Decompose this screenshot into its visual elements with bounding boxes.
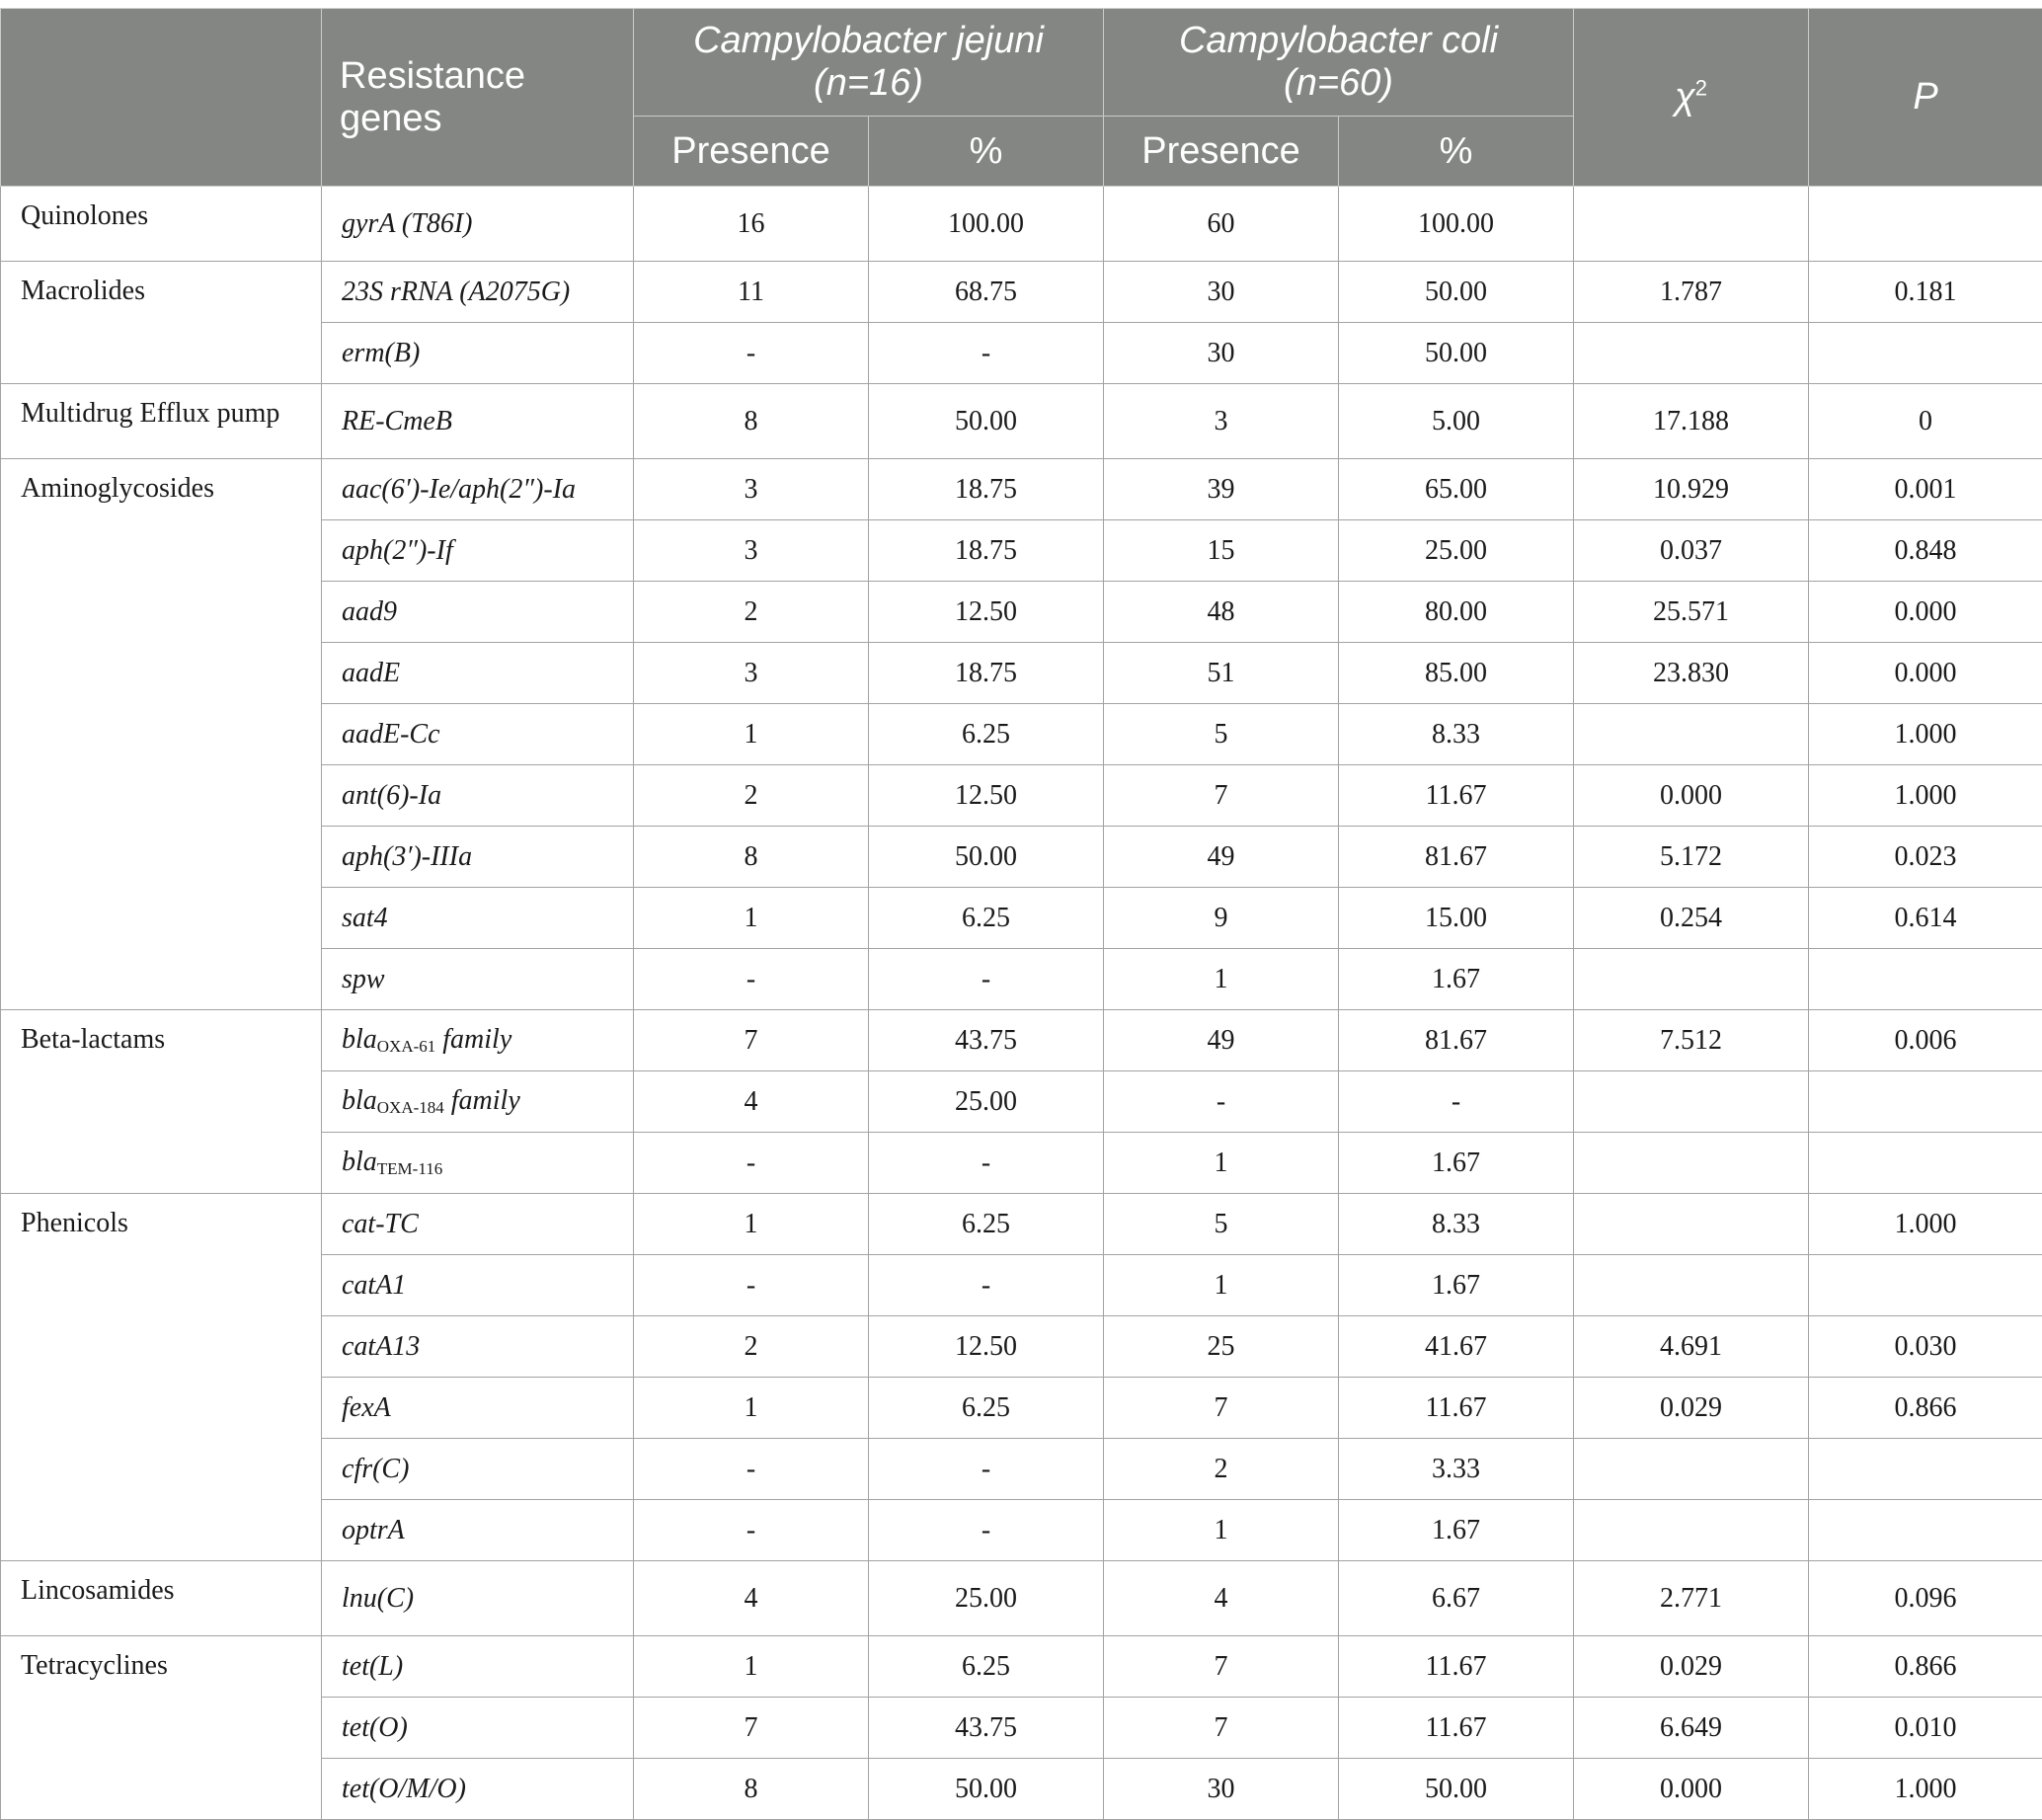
p-value-cell: 0.001	[1809, 459, 2042, 520]
chi-square-cell: 4.691	[1574, 1316, 1809, 1378]
jejuni-presence-cell: -	[634, 1255, 869, 1316]
coli-presence-cell: 30	[1104, 1759, 1339, 1820]
antibiotic-class-cell: Aminoglycosides	[1, 459, 322, 1010]
coli-presence-cell: 9	[1104, 888, 1339, 949]
gene-name: gyrA (T86I)	[342, 208, 472, 239]
chi-square-cell	[1574, 1255, 1809, 1316]
gene-cell	[322, 262, 634, 323]
gene-name: aadE-Cc	[342, 719, 440, 750]
chi-square-cell	[1574, 949, 1809, 1010]
gene-name: aph(3′)-IIIa	[342, 841, 472, 872]
coli-percent-cell: 50.00	[1339, 323, 1574, 384]
jejuni-percent-cell: 12.50	[869, 1316, 1104, 1378]
antibiotic-class-cell: Phenicols	[1, 1194, 322, 1561]
p-value-cell: 0.848	[1809, 520, 2042, 582]
jejuni-presence-cell: 1	[634, 704, 869, 765]
gene-suffix: family	[435, 1024, 511, 1055]
jejuni-presence-cell: 11	[634, 262, 869, 323]
header-presence-jejuni: Presence	[634, 117, 869, 187]
jejuni-presence-cell: -	[634, 949, 869, 1010]
gene-name: tet(O/M/O)	[342, 1774, 466, 1804]
gene-name: RE-CmeB	[342, 406, 452, 436]
jejuni-presence-cell: 16	[634, 187, 869, 262]
coli-presence-cell: 1	[1104, 1133, 1339, 1194]
chi-symbol: χ	[1675, 76, 1695, 118]
gene-name: erm(B)	[342, 338, 420, 368]
chi-square-cell	[1574, 1439, 1809, 1500]
gene-name: sat4	[342, 903, 388, 933]
table-row	[1, 262, 2042, 323]
jejuni-presence-cell: -	[634, 323, 869, 384]
p-value-cell: 0.000	[1809, 643, 2042, 704]
p-value-cell: 0.181	[1809, 262, 2042, 323]
gene-cell	[322, 949, 634, 1010]
coli-percent-cell: 11.67	[1339, 1636, 1574, 1698]
jejuni-presence-cell: -	[634, 1500, 869, 1561]
jejuni-presence-cell: 1	[634, 888, 869, 949]
coli-presence-cell: 7	[1104, 765, 1339, 827]
gene-suffix: family	[444, 1085, 520, 1116]
table-row	[1, 187, 2042, 262]
coli-percent-cell: 100.00	[1339, 187, 1574, 262]
p-value-cell	[1809, 949, 2042, 1010]
coli-presence-cell: 30	[1104, 262, 1339, 323]
jejuni-presence-cell: 7	[634, 1010, 869, 1071]
coli-presence-cell: 7	[1104, 1378, 1339, 1439]
coli-percent-cell: 1.67	[1339, 1255, 1574, 1316]
species-name: Campylobacter coli	[1179, 20, 1498, 61]
jejuni-percent-cell: 50.00	[869, 827, 1104, 888]
coli-percent-cell: -	[1339, 1071, 1574, 1133]
gene-cell	[322, 1439, 634, 1500]
jejuni-presence-cell: 2	[634, 582, 869, 643]
header-percent-jejuni: %	[869, 117, 1104, 187]
antibiotic-class-cell: Lincosamides	[1, 1561, 322, 1636]
chi-square-cell	[1574, 1133, 1809, 1194]
header-resistance-genes: Resistance genes	[322, 9, 634, 187]
jejuni-percent-cell: 18.75	[869, 520, 1104, 582]
coli-percent-cell: 15.00	[1339, 888, 1574, 949]
gene-name: optrA	[342, 1515, 405, 1545]
jejuni-percent-cell: 6.25	[869, 1194, 1104, 1255]
p-value-cell: 0.866	[1809, 1378, 2042, 1439]
jejuni-percent-cell: 18.75	[869, 459, 1104, 520]
jejuni-percent-cell: 43.75	[869, 1698, 1104, 1759]
coli-percent-cell: 1.67	[1339, 1133, 1574, 1194]
gene-name: catA1	[342, 1270, 406, 1301]
header-species-coli	[1104, 9, 1574, 117]
gene-cell	[322, 1698, 634, 1759]
coli-percent-cell: 8.33	[1339, 704, 1574, 765]
chi-square-cell: 5.172	[1574, 827, 1809, 888]
gene-name: cat-TC	[342, 1209, 419, 1239]
jejuni-percent-cell: -	[869, 949, 1104, 1010]
coli-percent-cell: 81.67	[1339, 1010, 1574, 1071]
p-value-cell: 0	[1809, 384, 2042, 459]
p-value-cell	[1809, 1071, 2042, 1133]
p-value-cell	[1809, 1133, 2042, 1194]
p-value-cell: 0.866	[1809, 1636, 2042, 1698]
species-count: (n=60)	[1284, 62, 1393, 104]
gene-cell	[322, 1071, 634, 1133]
gene-cell	[322, 1759, 634, 1820]
gene-name: aadE	[342, 658, 400, 688]
p-value-cell	[1809, 1255, 2042, 1316]
coli-percent-cell: 5.00	[1339, 384, 1574, 459]
table-row	[1, 1636, 2042, 1698]
jejuni-percent-cell: 6.25	[869, 1636, 1104, 1698]
antibiotic-class-cell: Macrolides	[1, 262, 322, 384]
antibiotic-class-cell: Tetracyclines	[1, 1636, 322, 1820]
jejuni-percent-cell: 6.25	[869, 704, 1104, 765]
chi-square-cell: 23.830	[1574, 643, 1809, 704]
header-p-value	[1809, 9, 2042, 187]
jejuni-percent-cell: -	[869, 1133, 1104, 1194]
gene-cell	[322, 1636, 634, 1698]
gene-cell	[322, 1255, 634, 1316]
antibiotic-class-cell: Multidrug Efflux pump	[1, 384, 322, 459]
p-value-cell: 0.030	[1809, 1316, 2042, 1378]
coli-presence-cell: 39	[1104, 459, 1339, 520]
jejuni-percent-cell: 12.50	[869, 765, 1104, 827]
chi-square-cell: 25.571	[1574, 582, 1809, 643]
jejuni-presence-cell: 1	[634, 1378, 869, 1439]
gene-name: aph(2″)-If	[342, 535, 453, 566]
gene-name: aad9	[342, 596, 397, 627]
chi-square-cell	[1574, 704, 1809, 765]
chi-square-cell: 0.254	[1574, 888, 1809, 949]
gene-cell	[322, 459, 634, 520]
coli-presence-cell: -	[1104, 1071, 1339, 1133]
jejuni-percent-cell: -	[869, 323, 1104, 384]
coli-percent-cell: 50.00	[1339, 262, 1574, 323]
header-chi-square	[1574, 9, 1809, 187]
gene-cell	[322, 1133, 634, 1194]
jejuni-presence-cell: 7	[634, 1698, 869, 1759]
species-count: (n=16)	[814, 62, 923, 104]
coli-percent-cell: 50.00	[1339, 1759, 1574, 1820]
coli-presence-cell: 2	[1104, 1439, 1339, 1500]
chi-square-cell: 0.029	[1574, 1636, 1809, 1698]
coli-presence-cell: 5	[1104, 704, 1339, 765]
coli-presence-cell: 48	[1104, 582, 1339, 643]
gene-name: tet(O)	[342, 1712, 408, 1743]
jejuni-presence-cell: 2	[634, 765, 869, 827]
gene-name: bla	[342, 1147, 377, 1177]
antibiotic-class-cell: Quinolones	[1, 187, 322, 262]
coli-percent-cell: 65.00	[1339, 459, 1574, 520]
jejuni-percent-cell: 50.00	[869, 1759, 1104, 1820]
gene-cell	[322, 1378, 634, 1439]
chi-square-cell: 10.929	[1574, 459, 1809, 520]
jejuni-percent-cell: 25.00	[869, 1561, 1104, 1636]
chi-square-cell: 6.649	[1574, 1698, 1809, 1759]
gene-cell	[322, 582, 634, 643]
coli-presence-cell: 5	[1104, 1194, 1339, 1255]
jejuni-presence-cell: 8	[634, 1759, 869, 1820]
p-value-cell: 0.614	[1809, 888, 2042, 949]
jejuni-percent-cell: 25.00	[869, 1071, 1104, 1133]
gene-name: lnu(C)	[342, 1583, 414, 1614]
jejuni-percent-cell: 43.75	[869, 1010, 1104, 1071]
chi-square-cell: 0.000	[1574, 1759, 1809, 1820]
gene-subscript: OXA-184	[377, 1098, 444, 1117]
p-value-cell: 0.010	[1809, 1698, 2042, 1759]
gene-cell	[322, 704, 634, 765]
coli-percent-cell: 1.67	[1339, 949, 1574, 1010]
gene-subscript: OXA-61	[377, 1037, 436, 1056]
chi-square-cell	[1574, 323, 1809, 384]
antibiotic-class-cell: Beta-lactams	[1, 1010, 322, 1194]
coli-presence-cell: 1	[1104, 1255, 1339, 1316]
gene-name: spw	[342, 964, 385, 994]
jejuni-presence-cell: 3	[634, 520, 869, 582]
jejuni-percent-cell: -	[869, 1439, 1104, 1500]
jejuni-percent-cell: 100.00	[869, 187, 1104, 262]
jejuni-presence-cell: 1	[634, 1636, 869, 1698]
p-value-cell: 0.000	[1809, 582, 2042, 643]
jejuni-percent-cell: 6.25	[869, 888, 1104, 949]
gene-name: cfr(C)	[342, 1454, 409, 1484]
jejuni-presence-cell: 4	[634, 1071, 869, 1133]
table-row	[1, 1561, 2042, 1636]
gene-name: bla	[342, 1024, 377, 1055]
gene-cell	[322, 1500, 634, 1561]
chi-square-cell: 7.512	[1574, 1010, 1809, 1071]
jejuni-presence-cell: 1	[634, 1194, 869, 1255]
resistance-genes-table	[0, 8, 2042, 1820]
coli-percent-cell: 41.67	[1339, 1316, 1574, 1378]
gene-name: 23S rRNA (A2075G)	[342, 277, 570, 307]
gene-name: bla	[342, 1085, 377, 1116]
coli-presence-cell: 60	[1104, 187, 1339, 262]
gene-cell	[322, 520, 634, 582]
coli-percent-cell: 6.67	[1339, 1561, 1574, 1636]
coli-percent-cell: 11.67	[1339, 1378, 1574, 1439]
header-species-jejuni	[634, 9, 1104, 117]
jejuni-presence-cell: 2	[634, 1316, 869, 1378]
gene-cell	[322, 888, 634, 949]
jejuni-presence-cell: -	[634, 1133, 869, 1194]
coli-presence-cell: 4	[1104, 1561, 1339, 1636]
header-percent-coli: %	[1339, 117, 1574, 187]
gene-cell	[322, 187, 634, 262]
gene-name: fexA	[342, 1392, 391, 1423]
coli-presence-cell: 49	[1104, 1010, 1339, 1071]
jejuni-percent-cell: 12.50	[869, 582, 1104, 643]
p-value-cell: 1.000	[1809, 1194, 2042, 1255]
gene-cell	[322, 1010, 634, 1071]
coli-presence-cell: 49	[1104, 827, 1339, 888]
gene-name: tet(L)	[342, 1651, 403, 1682]
gene-cell	[322, 1316, 634, 1378]
gene-cell	[322, 323, 634, 384]
p-value-cell	[1809, 1439, 2042, 1500]
p-value-cell	[1809, 187, 2042, 262]
coli-percent-cell: 11.67	[1339, 1698, 1574, 1759]
jejuni-presence-cell: 3	[634, 459, 869, 520]
chi-square-cell: 0.000	[1574, 765, 1809, 827]
coli-percent-cell: 25.00	[1339, 520, 1574, 582]
table-row	[1, 1194, 2042, 1255]
jejuni-percent-cell: -	[869, 1255, 1104, 1316]
gene-subscript: TEM-116	[377, 1159, 442, 1178]
chi-square-cell	[1574, 1194, 1809, 1255]
jejuni-presence-cell: -	[634, 1439, 869, 1500]
coli-percent-cell: 1.67	[1339, 1500, 1574, 1561]
coli-percent-cell: 11.67	[1339, 765, 1574, 827]
chi-square-cell	[1574, 187, 1809, 262]
header-presence-coli: Presence	[1104, 117, 1339, 187]
jejuni-presence-cell: 8	[634, 384, 869, 459]
gene-name: aac(6′)-Ie/aph(2″)-Ia	[342, 474, 576, 505]
jejuni-presence-cell: 3	[634, 643, 869, 704]
coli-presence-cell: 30	[1104, 323, 1339, 384]
p-value-cell	[1809, 1500, 2042, 1561]
coli-percent-cell: 3.33	[1339, 1439, 1574, 1500]
p-value-cell: 1.000	[1809, 765, 2042, 827]
coli-presence-cell: 3	[1104, 384, 1339, 459]
p-symbol: P	[1913, 76, 1937, 118]
coli-presence-cell: 51	[1104, 643, 1339, 704]
p-value-cell: 0.023	[1809, 827, 2042, 888]
gene-cell	[322, 765, 634, 827]
table-row	[1, 384, 2042, 459]
chi-square-cell: 17.188	[1574, 384, 1809, 459]
p-value-cell: 1.000	[1809, 1759, 2042, 1820]
coli-presence-cell: 7	[1104, 1636, 1339, 1698]
coli-presence-cell: 7	[1104, 1698, 1339, 1759]
gene-cell	[322, 1561, 634, 1636]
coli-presence-cell: 1	[1104, 949, 1339, 1010]
p-value-cell: 0.096	[1809, 1561, 2042, 1636]
gene-cell	[322, 643, 634, 704]
jejuni-presence-cell: 4	[634, 1561, 869, 1636]
jejuni-percent-cell: 50.00	[869, 384, 1104, 459]
gene-cell	[322, 384, 634, 459]
coli-percent-cell: 80.00	[1339, 582, 1574, 643]
coli-percent-cell: 8.33	[1339, 1194, 1574, 1255]
chi-square-cell: 2.771	[1574, 1561, 1809, 1636]
coli-presence-cell: 15	[1104, 520, 1339, 582]
chi-square-cell: 0.029	[1574, 1378, 1809, 1439]
chi-square-cell: 0.037	[1574, 520, 1809, 582]
species-name: Campylobacter jejuni	[693, 20, 1044, 61]
chi-square-cell: 1.787	[1574, 262, 1809, 323]
coli-percent-cell: 85.00	[1339, 643, 1574, 704]
chi-square-cell	[1574, 1071, 1809, 1133]
table-body	[1, 187, 2042, 1820]
coli-percent-cell: 81.67	[1339, 827, 1574, 888]
jejuni-percent-cell: -	[869, 1500, 1104, 1561]
p-value-cell: 0.006	[1809, 1010, 2042, 1071]
jejuni-percent-cell: 68.75	[869, 262, 1104, 323]
jejuni-percent-cell: 18.75	[869, 643, 1104, 704]
gene-name: catA13	[342, 1331, 420, 1362]
gene-cell	[322, 1194, 634, 1255]
p-value-cell	[1809, 323, 2042, 384]
table-row	[1, 459, 2042, 520]
chi-square-cell	[1574, 1500, 1809, 1561]
gene-cell	[322, 827, 634, 888]
coli-presence-cell: 25	[1104, 1316, 1339, 1378]
p-value-cell: 1.000	[1809, 704, 2042, 765]
table-header	[1, 9, 2042, 187]
table-row	[1, 1010, 2042, 1071]
jejuni-percent-cell: 6.25	[869, 1378, 1104, 1439]
jejuni-presence-cell: 8	[634, 827, 869, 888]
header-class-column	[1, 9, 322, 187]
gene-name: ant(6)-Ia	[342, 780, 441, 811]
coli-presence-cell: 1	[1104, 1500, 1339, 1561]
chi-superscript: 2	[1695, 76, 1707, 101]
